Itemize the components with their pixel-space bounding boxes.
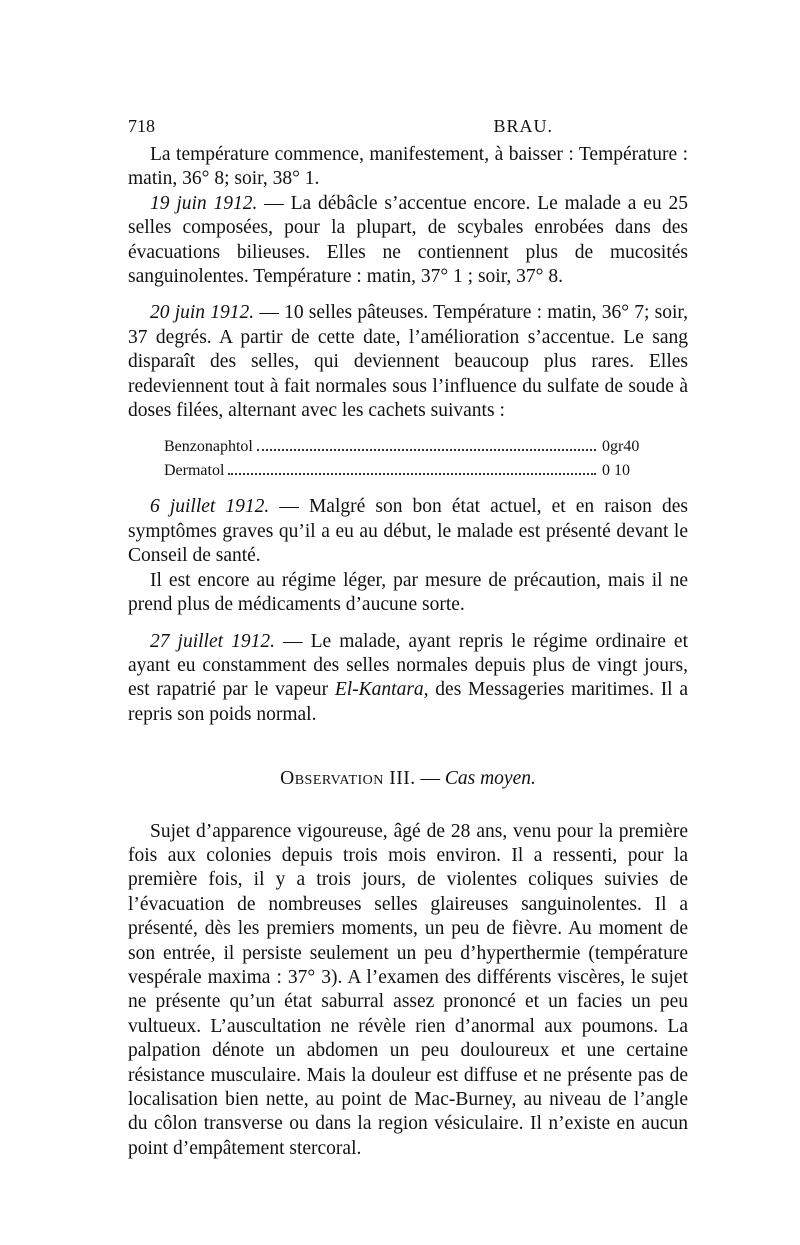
drug-dose: 0 10 (602, 462, 630, 480)
heading-dash: — (415, 768, 445, 790)
ship-name: El-Kantara, (334, 679, 429, 701)
prescription-list (164, 435, 688, 483)
paragraph-temperature: La température commence, manifestement, à baisser : Température : matin, 36° 8; soir, 38° 1. (128, 144, 688, 190)
prescription-row (164, 435, 638, 459)
paragraph-27-juillet (128, 630, 688, 728)
entry-text: — Malgré son bon état actuel, et en raison des symptômes graves qu’il a eu au début, le malade est présenté devant le Conseil de santé. (128, 496, 688, 567)
page-number: 718 (128, 116, 155, 136)
entry-date: 20 juin 1912. (150, 302, 255, 324)
observation-label: Observation III. (280, 768, 416, 790)
prescription-row (164, 459, 638, 483)
entry-text: — Le malade, ayant repris le régime ordinaire et ayant eu constamment des selles normales depuis plus de vingt jours, est rapatrié par le vapeur (128, 630, 688, 701)
running-title: BRAU. (493, 116, 553, 136)
paragraph-6-juillet (128, 495, 688, 568)
dot-leader (257, 449, 596, 451)
drug-dose: 0gr40 (602, 438, 640, 456)
running-header (128, 116, 688, 137)
dot-leader (228, 473, 596, 475)
observation-heading (128, 767, 688, 791)
entry-text: — 10 selles pâteuses. Température : matin, 36° 7; soir, 37 degrés. A partir de cette date, l’amélioration s’accentue. Le sang disparaît des selles, qui deviennent beaucoup plus rares. Elles redeviennent tout à fait normales sous l’influence du sulfate de soude à doses filées, alternant avec les cachets suivants : (128, 302, 688, 422)
paragraph-regime: Il est encore au régime léger, par mesure de précaution, mais il ne prend plus de médicaments d’aucune sorte. (128, 569, 688, 616)
entry-text-end: des Messageries maritimes. Il a repris son poids normal. (128, 679, 688, 725)
drug-name: Dermatol (164, 462, 225, 480)
drug-name: Benzonaphtol (164, 438, 253, 456)
entry-date: 27 juillet 1912. (150, 630, 275, 652)
text-body (128, 143, 688, 1161)
paragraph-observation: Sujet d’apparence vigoureuse, âgé de 28 ans, venu pour la première fois aux colonies depuis trois mois environ. Il a ressenti, pour la première fois, il y a trois jours, de violentes coliques suivies de l’évacuation de nombreuses selles glaireuses sanguinolentes. Il a présenté, dès les premiers moments, un peu de fièvre. Au moment de son entrée, il persiste seulement un peu d’hyperthermie (température vespérale maxima : 37° 3). A l’examen des différents viscères, le sujet ne présente qu’un état saburral assez prononcé et un facies un peu vultueux. L’auscultation ne révèle rien d’anormal aux poumons. La palpation dénote un abdomen un peu douloureux et une certaine résistance musculaire. Mais la douleur est diffuse et ne présente pas de localisation bien nette, au point de Mac-Burney, au niveau de l’angle du côlon transverse ou dans la region vésiculaire. Il n’existe en aucun point d’empâtement stercoral. (128, 820, 688, 1159)
entry-date: 19 juin 1912. (150, 192, 258, 214)
entry-text: — La débâcle s’accentue encore. Le malade a eu 25 selles composées, pour la plupart, de scybales enrobées dans des évacuations bilieuses. Elles ne contiennent plus de mucosités sanguinolentes. Température : matin, 37° 1 ; soir, 37° 8. (128, 192, 688, 288)
observation-subtitle: Cas moyen. (444, 768, 536, 790)
entry-date: 6 juillet 1912. (150, 496, 270, 518)
paragraph-19-juin (128, 192, 688, 290)
paragraph-20-juin (128, 301, 688, 423)
